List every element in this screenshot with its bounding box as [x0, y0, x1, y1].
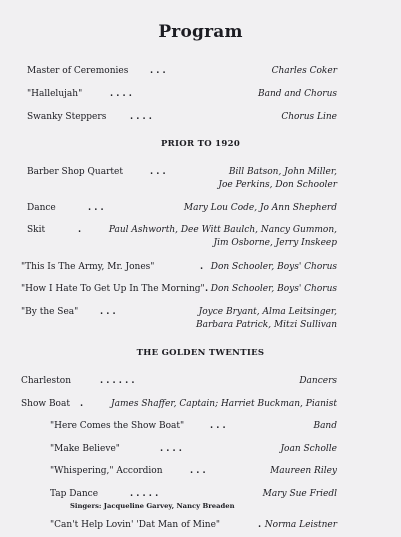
leader-dots: . . . . — [160, 444, 182, 454]
act-name: "By the Sea" — [21, 307, 79, 317]
performer: Band — [313, 421, 337, 431]
leader-dots: . . . — [88, 203, 104, 213]
performer: Bill Batson, John Miller, — [228, 167, 337, 177]
leader-dots: . . . . — [110, 89, 132, 99]
act-name: "Can't Help Lovin' 'Dat Man of Mine" — [50, 520, 221, 530]
leader-dots: . . . . . . — [100, 376, 135, 386]
performer: Joyce Bryant, Alma Leitsinger, — [198, 307, 337, 317]
program-title: Program — [158, 22, 243, 42]
act-name: Charleston — [21, 376, 72, 386]
leader-dots: . . . — [210, 421, 226, 431]
performer: James Shaffer, Captain; Harriet Buckman, Pianist — [111, 399, 337, 409]
act-name: Dance — [27, 203, 56, 213]
leader-dots: . — [200, 262, 204, 272]
act-name: Show Boat — [21, 399, 70, 409]
performer-continued: Barbara Patrick, Mitzi Sullivan — [195, 320, 337, 330]
leader-dots: . . . — [190, 466, 206, 476]
performer: Mary Sue Friedl — [262, 489, 337, 499]
section-heading: PRIOR TO 1920 — [160, 139, 241, 149]
performer: Don Schooler, Boys' Chorus — [210, 284, 337, 294]
leader-dots: . — [258, 520, 262, 530]
act-name: Tap Dance — [50, 489, 99, 499]
act-name: Master of Ceremonies — [27, 66, 129, 76]
performer: Dancers — [299, 376, 337, 386]
leader-dots: . . . — [150, 66, 166, 76]
act-name: Barber Shop Quartet — [27, 167, 123, 177]
leader-dots: . . . — [100, 307, 116, 317]
performer: Maureen Riley — [270, 466, 337, 476]
performer: Paul Ashworth, Dee Witt Baulch, Nancy Gummon, — [108, 225, 337, 235]
act-name: "Whispering," Accordion — [50, 466, 163, 476]
performer-continued: Joe Perkins, Don Schooler — [218, 180, 337, 190]
leader-dots: . . . . — [130, 112, 152, 122]
act-name: "Here Comes the Show Boat" — [50, 421, 185, 431]
performer: Charles Coker — [271, 66, 337, 76]
section-heading: THE GOLDEN TWENTIES — [136, 348, 265, 358]
performer: Joan Scholle — [280, 444, 337, 454]
performer: Don Schooler, Boys' Chorus — [210, 262, 337, 272]
performer: Mary Lou Code, Jo Ann Shepherd — [183, 203, 337, 213]
performer: Band and Chorus — [257, 89, 337, 99]
singers-list: Singers: Jacqueline Garvey, Nancy Breaden — [70, 502, 235, 510]
leader-dots: . — [80, 399, 84, 409]
performer-continued: Jim Osborne, Jerry Inskeep — [213, 238, 337, 248]
leader-dots: . — [78, 225, 82, 235]
act-name: "This Is The Army, Mr. Jones" — [21, 262, 155, 272]
performer: Chorus Line — [281, 112, 337, 122]
act-name: Swanky Steppers — [27, 112, 107, 122]
leader-dots: . — [205, 284, 209, 294]
leader-dots: . . . . . — [130, 489, 159, 499]
act-name: "Hallelujah" — [27, 89, 83, 99]
leader-dots: . . . — [150, 167, 166, 177]
act-name: "How I Hate To Get Up In The Morning" — [21, 284, 205, 294]
performer: Norma Leistner — [264, 520, 337, 530]
act-name: Skit — [27, 225, 46, 235]
act-name: "Make Believe" — [50, 444, 120, 454]
